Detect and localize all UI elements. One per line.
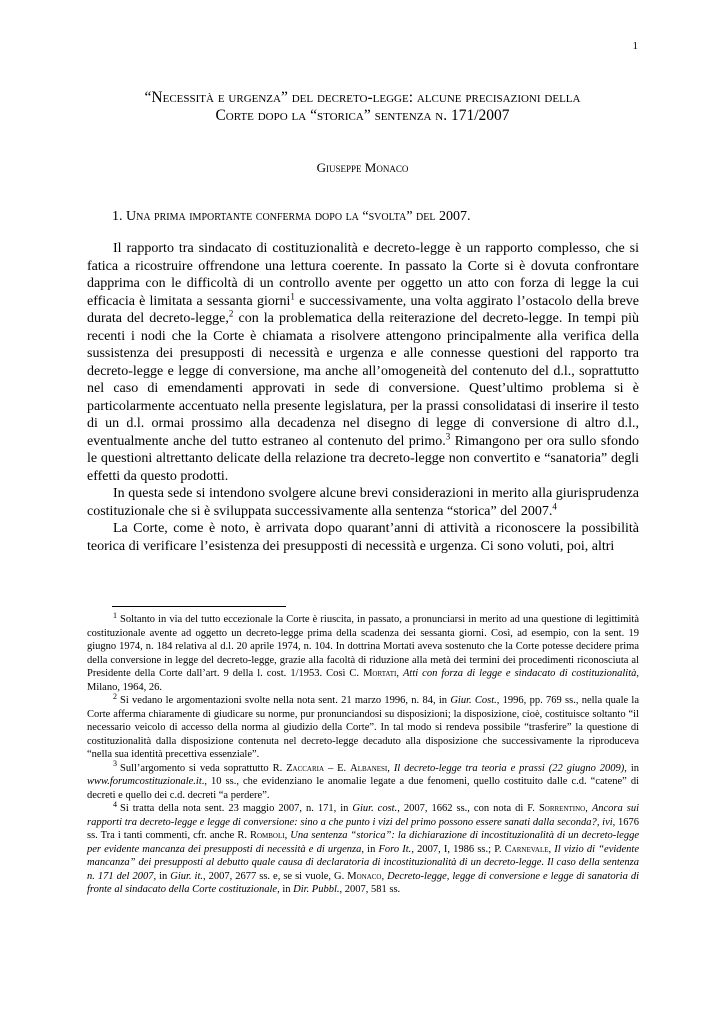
article-title (60, 89, 665, 125)
paragraph-2: In questa sede si intendono svolgere alcune brevi considerazioni in merito alla giurisprudenza costituzionale che si è sviluppata successivamente alla sentenza “storica” del 2007.$^4$ (87, 486, 639, 519)
footnote-3: $^3$ Sull’argomento si veda soprattutto R. Zaccaria – E. Albanesi, Il decreto-legge tra teoria e prassi (22 giugno 2009), in www.forumcostituzionale.it., 10 ss., che evidenziano le anomalie legate a due fenomeni, quello costituito dalle c.d. “catene” di decreti e quello dei c.d. decreti “a perdere”. (87, 759, 640, 801)
paragraph-3: La Corte, come è noto, è arrivata dopo quarant’anni di attività a riconoscere la possibilità teorica di verificare l’esistenza dei presupposti di necessità e urgenza. Ci sono voluti, poi, altri (87, 521, 639, 554)
footnote-number-1: 1 (113, 610, 117, 620)
page-number: 1 (632, 40, 638, 52)
footnote-4: $^4$ Si tratta della nota sent. 23 maggio 2007, n. 171, in Giur. cost., 2007, 1662 ss., con nota di F. Sorrentino, Ancora sui rapporti tra decreto-legge e legge di conversione: sino a che punto i vizi del primo possono essere sanati dalla seconda?, ivi, 1676 ss. Tra i tanti commenti, cfr. anche R. Romboli, Una sentenza “storica”: la dichiarazione di incostituzionalità di un decreto-legge per evidente mancanza dei presupposti di necessità e di urgenza, in Foro It., 2007, I, 1986 ss.; P. Carnevale, Il vizio di “evidente mancanza” dei presupposti al debutto quale causa di declaratoria di incostituzionalità di un decreto-legge. Il caso della sentenza n. 171 del 2007, in Giur. it., 2007, 2677 ss. e, se si vuole, G. Monaco, Decreto-legge, legge di conversione e legge di sanatoria di fronte al sindacato della Corte costituzionale, in Dir. Pubbl., 2007, 581 ss. (87, 799, 640, 895)
footnote-1: $^1$ Soltanto in via del tutto eccezionale la Corte è riuscita, in passato, a pronunciarsi in merito ad una questione di legittimità costituzionale avente ad oggetto un decreto-legge prima della scadenza dei sessanta giorni. Così, ad esempio, con la sent. 19 giugno 1974, n. 184 relativa al d.l. 20 aprile 1974, n. 104. In dottrina Mortati aveva sostenuto che la Corte potesse decidere prima della conversione in legge del decreto-legge, grazie alla facoltà di riduzione alla metà dei termini dei procedimenti riconosciuta al Presidente della Corte dall’art. 9 della l. cost. 1/1953. Così C. Mortati, Atti con forza di legge e sindacato di costituzionalità, Milano, 1964, 26. (87, 610, 640, 693)
footnotes (87, 610, 640, 897)
footnote-ref-3[interactable]: 3 (445, 430, 451, 441)
article-title-line-2: Corte dopo la “storica” sentenza n. 171/2007 (215, 107, 510, 124)
article-title-line-1: “Necessità e urgenza” del decreto-legge: alcune precisazioni della (144, 89, 581, 106)
footnote-ref-4[interactable]: 4 (552, 500, 557, 511)
footnote-number-4: 4 (113, 799, 117, 809)
footnote-number-2: 2 (113, 691, 117, 701)
footnote-2: $^2$ Si vedano le argomentazioni svolte nella nota sent. 21 marzo 1996, n. 84, in Giur. Cost., 1996, pp. 769 ss., nella quale la Corte afferma chiaramente di giudicare su norme, pur pronunciandosi su disposizioni; la disposizione, cioè, costituisce soltanto “il necessario veicolo di accesso della norma al giudizio della Corte”. In tal modo si rendeva possibile “trasferire” la questione di costituzionalità dalla disposizione contenuta nel decreto-legge decaduto alla disposizione che successivamente la riproduceva “nella sua identità precettiva essenziale”. (87, 691, 639, 760)
section-heading: 1. Una prima importante conferma dopo la “svolta” del 2007. (112, 209, 471, 224)
footnote-ref-2[interactable]: 2 (228, 308, 234, 319)
footnote-separator (112, 606, 286, 607)
forum-link[interactable]: www.forumcostituzionale.it (87, 776, 202, 787)
author-name: Giuseppe Monaco (316, 160, 409, 175)
footnote-ref-1[interactable]: 1 (290, 290, 295, 301)
body-text (87, 240, 639, 555)
footnote-number-3: 3 (113, 759, 117, 768)
paragraph-1: Il rapporto tra sindacato di costituzionalità e decreto-legge è un rapporto complesso, che si fatica a ricostruire offrendone una lettura coerente. In passato la Corte si è dovuta confrontare dapprima con le difficoltà di un controllo avente per oggetto un atto con forza di legge la cui efficacia è limitata a sessanta giorni$^1$ e successivamente, una volta aggirato l’ostacolo della breve durata del decreto-legge,$^2$ con la problematica della reiterazione del decreto-legge. In tempi più recenti i nodi che la Corte è chiamata a risolvere attengono principalmente alla verifica della sussistenza dei presupposti di necessità e urgenza e alle connesse questioni del rapporto tra decreto-legge e legge di conversione, ma anche all’omogeneità del contenuto del d.l., soprattutto nel caso di emendamenti approvati in sede di conversione. Quest’ultimo problema si è particolarmente accentuato nella presente legislatura, per la prassi consolidatasi di inserire il testo di un d.l. ormai prossimo alla decadenza nel disegno di legge di conversione di altro d.l., eventualmente anche del tutto estraneo al contenuto del primo.$^3$ Rimangono per ora sullo sfondo le questioni altrettanto delicate della relazione tra decreto-legge non convertito e “sanatoria” degli effetti da questo prodotti. (87, 241, 640, 484)
